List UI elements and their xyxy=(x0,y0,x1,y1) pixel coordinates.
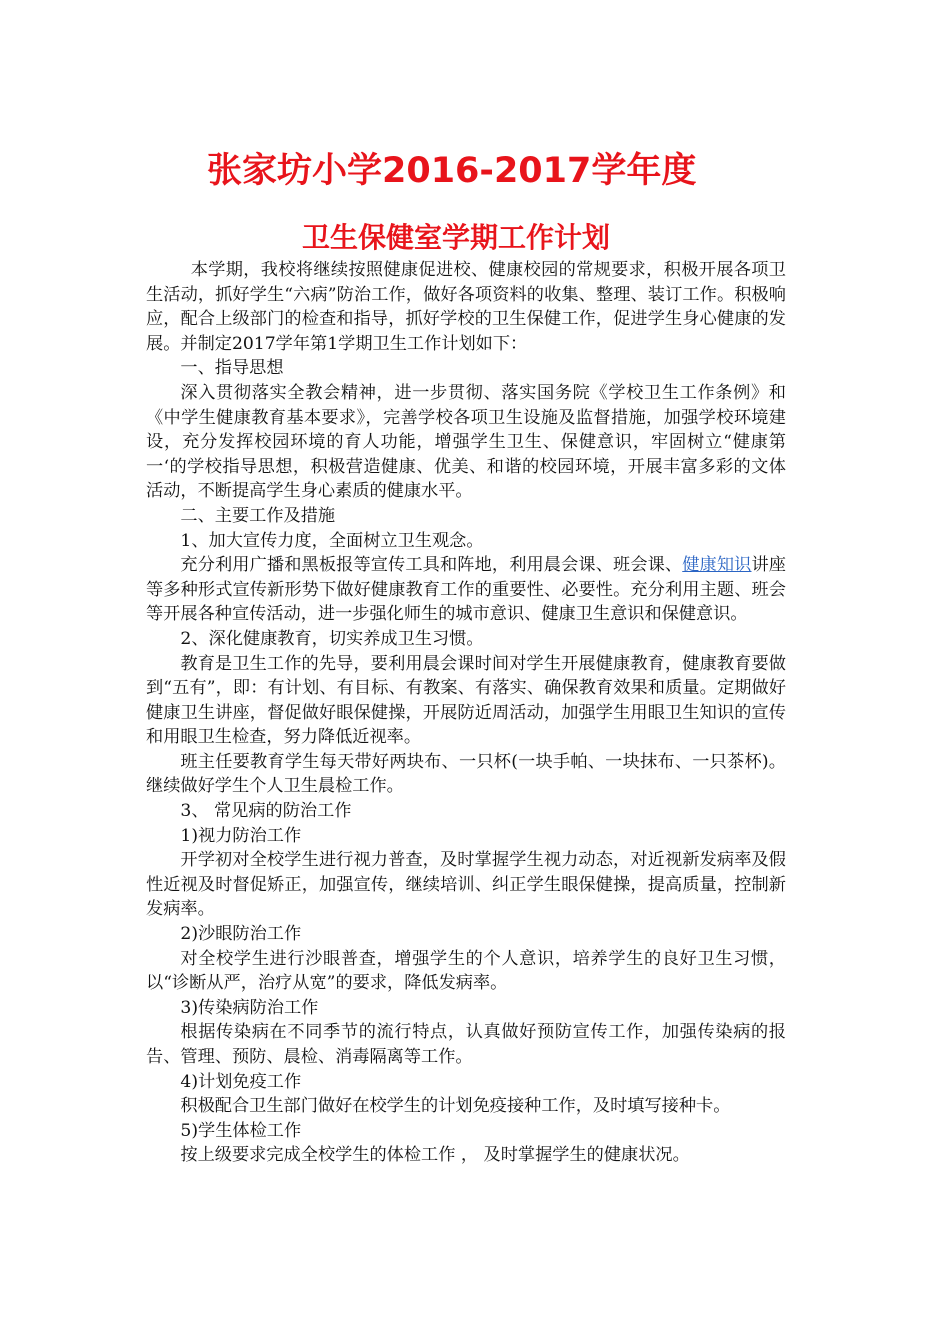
immunization-paragraph: 积极配合卫生部门做好在校学生的计划免疫接种工作，及时填写接种卡。 xyxy=(180,1096,731,1117)
vision-paragraph: 开学初对全校学生进行视力普查，及时掌握学生视力动态，对近视新发病率及假性近视及时督促矫正，加强宣传，继续培训、纠正学生眼保健操，提高质量，控制新发病率。 xyxy=(146,850,786,920)
section-heading-guiding-ideology: 一、指导思想 xyxy=(180,358,284,379)
item-heading-infectious: 3)传染病防治工作 xyxy=(180,997,319,1018)
infectious-paragraph: 根据传染病在不同季节的流行特点，认真做好预防宣传工作，加强传染病的报告、管理、预防、晨检、消毒隔离等工作。 xyxy=(146,1022,786,1067)
item-heading-physical-exam: 5)学生体检工作 xyxy=(180,1120,302,1141)
intro-paragraph: 本学期，我校将继续按照健康促进校、健康校园的常规要求，积极开展各项卫生活动，抓好学生“六病”防治工作，做好各项资料的收集、整理、装订工作。积极响应，配合上级部门的检查和指导，抓好学校的卫生保健工作，促进学生身心健康的发展。并制定2017学年第1学期卫生工作计划如下： xyxy=(146,260,786,354)
publicity-text-before: 充分利用广播和黑板报等宣传工具和阵地，利用晨会课、班会课、 xyxy=(180,555,683,576)
subheading-health-education: 2、深化健康教育，切实养成卫生习惯。 xyxy=(180,628,484,649)
physical-exam-paragraph: 按上级要求完成全校学生的体检工作 ， 及时掌握学生的健康状况。 xyxy=(180,1145,690,1166)
health-education-paragraph: 教育是卫生工作的先导，要利用晨会课时间对学生开展健康教育，健康教育要做到“五有”，即：有计划、有目标、有教案、有落实、确保教育效果和质量。定期做好健康卫生讲座，督促做好眼保健操，开展防近周活动，加强学生用眼卫生知识的宣传和用眼卫生检查，努力降低近视率。 xyxy=(146,653,786,748)
document-subtitle: 卫生保健室学期工作计划 xyxy=(302,221,611,254)
document-title: 张家坊小学2016-2017学年度 xyxy=(207,151,697,191)
document-body xyxy=(146,258,786,1168)
publicity-paragraph xyxy=(146,553,786,627)
trachoma-paragraph: 对全校学生进行沙眼普查，增强学生的个人意识，培养学生的良好卫生习惯，以“诊断从严，治疗从宽”的要求，降低发病率。 xyxy=(146,948,786,994)
health-knowledge-link[interactable]: 健康知识 xyxy=(682,555,752,576)
subheading-publicity: 1、加大宣传力度，全面树立卫生观念。 xyxy=(180,530,484,551)
guiding-ideology-paragraph: 深入贯彻落实全教会精神，进一步贯彻、落实国务院《学校卫生工作条例》和《中学生健康教育基本要求》，完善学校各项卫生设施及监督措施，加强学校环境建设，充分发挥校园环境的育人功能，增强学生卫生、保健意识，牢固树立“健康第一‘的学校指导思想，积极营造健康、优美、和谐的校园环境，开展丰富多彩的文体活动，不断提高学生身心素质的健康水平。 xyxy=(146,382,786,502)
item-heading-trachoma: 2)沙眼防治工作 xyxy=(180,924,302,945)
item-heading-vision: 1)视力防治工作 xyxy=(180,825,302,846)
item-heading-immunization: 4)计划免疫工作 xyxy=(180,1071,302,1092)
subheading-common-diseases: 3、 常见病的防治工作 xyxy=(180,801,352,822)
publicity-text-after: 讲座等多种形式宣传新形势下做好健康教育工作的重要性、必要性。充分利用主题、班会等开展各种宣传活动，进一步强化师生的城市意识、健康卫生意识和保健意识。 xyxy=(146,555,786,625)
class-teacher-paragraph: 班主任要教育学生每天带好两块布、一只杯(一块手帕、一块抹布、一只茶杯)。继续做好学生个人卫生晨检工作。 xyxy=(146,751,786,797)
section-heading-main-work: 二、主要工作及措施 xyxy=(180,505,336,526)
